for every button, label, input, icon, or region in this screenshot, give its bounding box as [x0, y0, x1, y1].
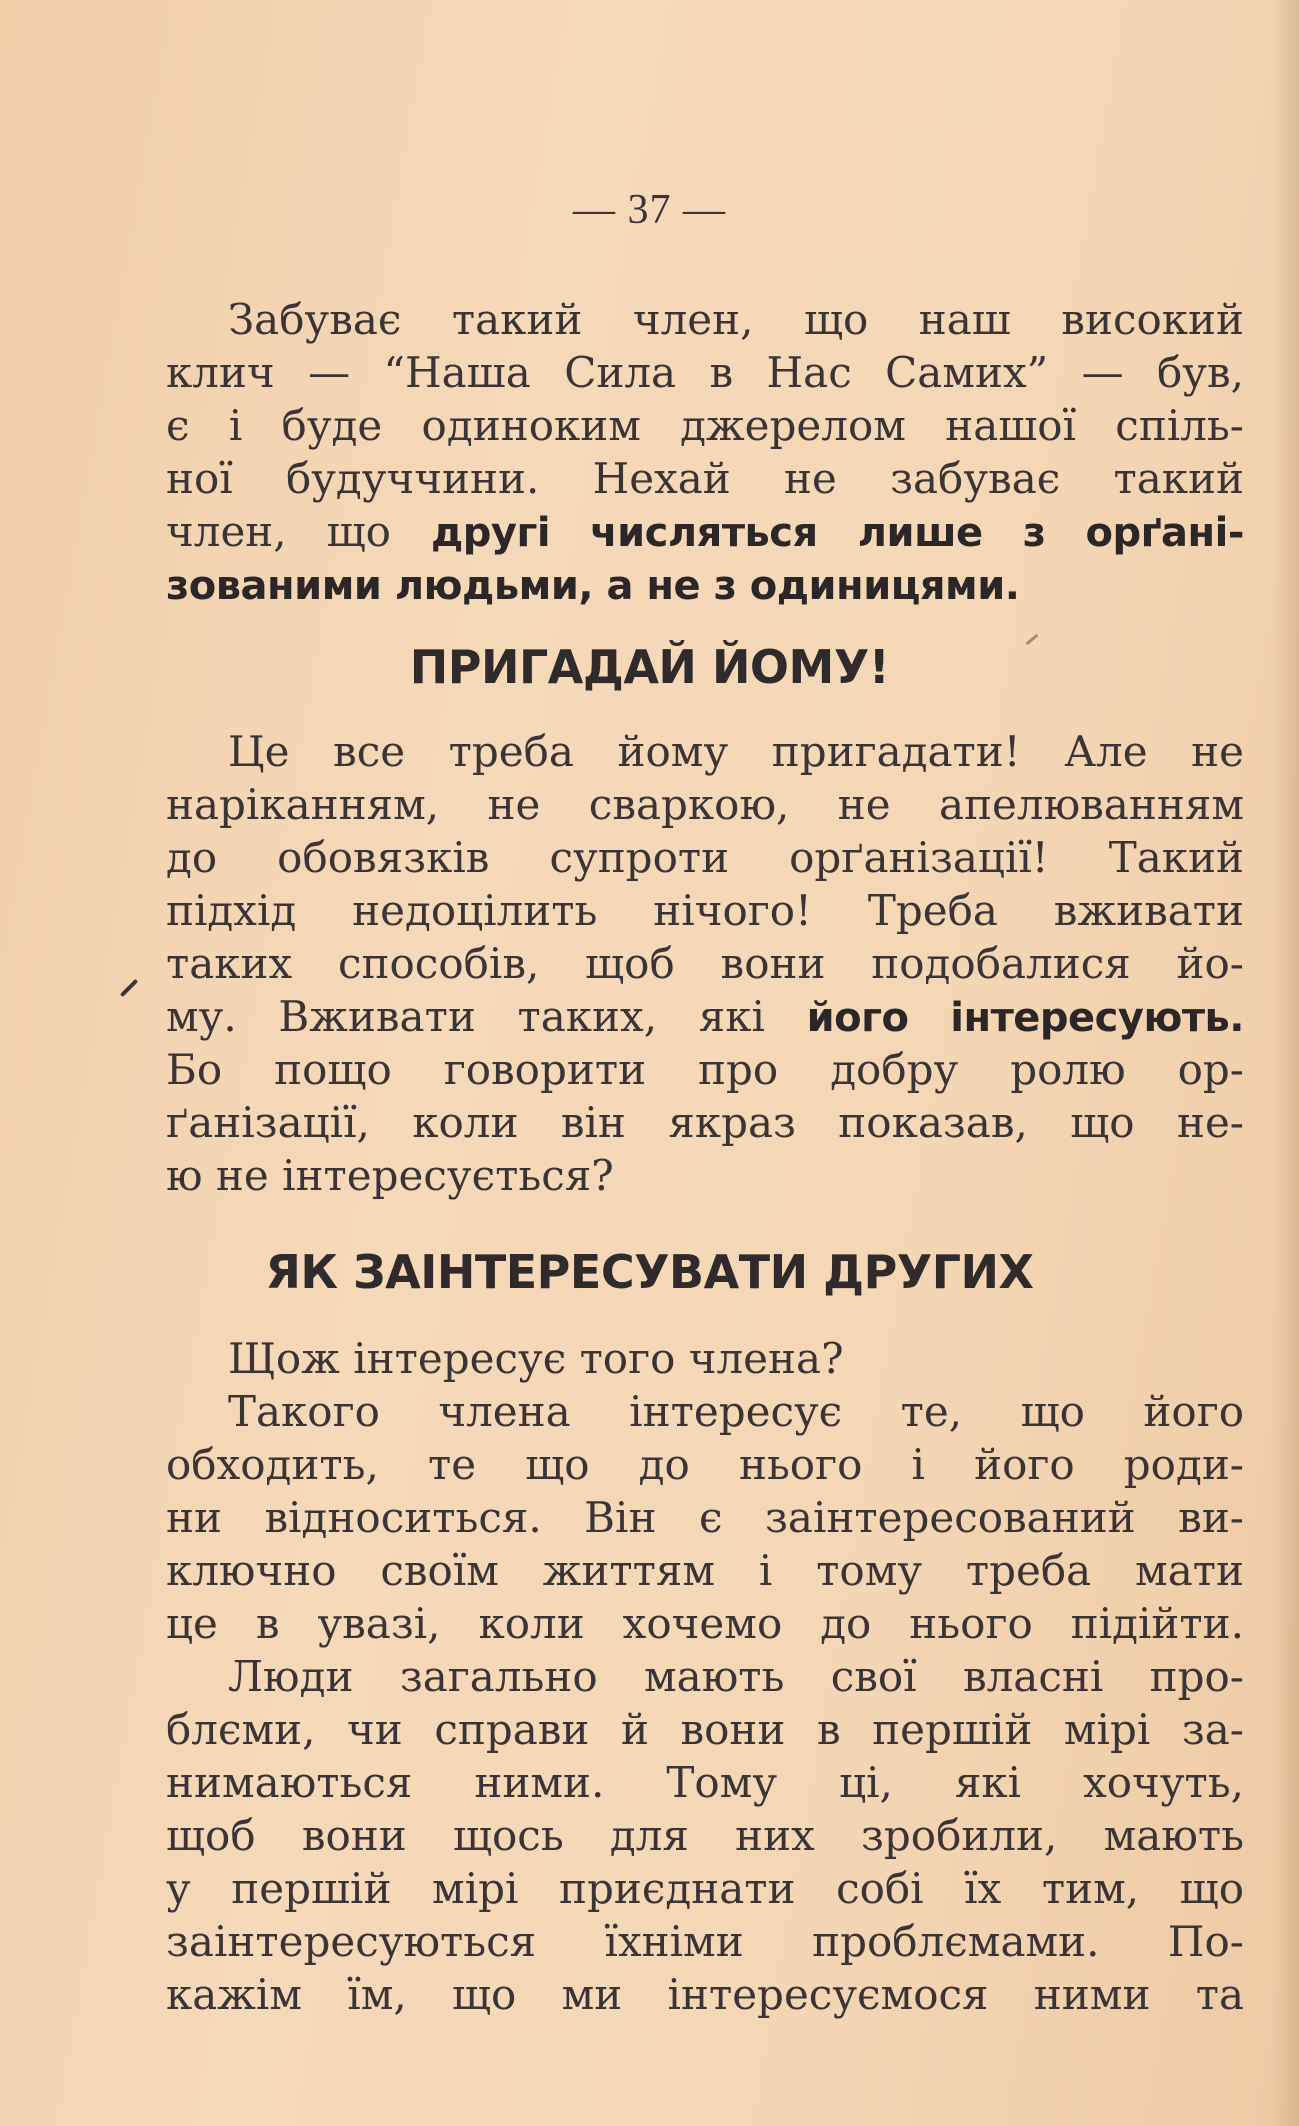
text-line: Щож інтересує того члена? — [228, 1334, 844, 1383]
text-line: у першій мірі приєднати собі їх тим, що — [166, 1864, 1244, 1913]
text-line: до обовязків супроти орґанізації! Такий — [166, 833, 1244, 882]
text-line-mixed — [166, 990, 1244, 1043]
section-heading: ЯК ЗАІНТЕРЕСУВАТИ ДРУГИХ — [265, 1245, 1034, 1299]
bold-text-run: другі числяться лише з орґані- — [430, 510, 1244, 556]
section-heading: ПРИГАДАЙ ЙОМУ! — [409, 640, 890, 694]
text-line: ни відноситься. Він є заінтересований ви- — [166, 1493, 1244, 1542]
paragraph-2 — [166, 725, 1244, 1202]
text-run: член, що — [166, 507, 431, 556]
text-line: є і буде одиноким джерелом нашої спіль- — [166, 401, 1244, 450]
text-line: ю не інтересується? — [166, 1151, 614, 1200]
text-line: Люди загально мають свої власні про- — [228, 1652, 1244, 1701]
paragraph-3 — [166, 1332, 1244, 1385]
paragraph-5 — [166, 1650, 1244, 2021]
text-line: підхід недоцілить нічого! Треба вживати — [166, 886, 1244, 935]
bold-text-run: його інтересують. — [806, 995, 1244, 1041]
text-line: щоб вони щось для них зробили, мають — [166, 1811, 1244, 1860]
page-number: — 37 — — [573, 187, 726, 233]
text-line: Бо пощо говорити про добру ролю ор- — [166, 1045, 1244, 1094]
page-edge-shadow — [1273, 0, 1299, 2126]
text-line: наріканням, не сваркою, не апелюванням — [166, 780, 1244, 829]
text-line: блєми, чи справи й вони в першій мірі за- — [166, 1705, 1244, 1754]
text-line — [166, 558, 1244, 611]
text-line: заінтересуються їхніми проблємами. По- — [166, 1917, 1244, 1966]
text-line: це в увазі, коли хочемо до нього підійти. — [166, 1599, 1244, 1648]
text-line: Такого члена інтересує те, що його — [228, 1387, 1244, 1436]
text-line: обходить, те що до нього і його роди- — [166, 1440, 1244, 1489]
text-line: нимаються ними. Тому ці, які хочуть, — [166, 1758, 1244, 1807]
margin-mark — [120, 979, 138, 997]
text-line: Забуває такий член, що наш високий — [228, 295, 1244, 344]
text-line: ґанізації, коли він якраз показав, що не- — [166, 1098, 1244, 1147]
paragraph-4 — [166, 1385, 1244, 1650]
text-line: Це все треба йому пригадати! Але не — [228, 727, 1244, 776]
paragraph-1 — [166, 293, 1244, 611]
text-line: таких способів, щоб вони подобалися йо- — [166, 939, 1244, 988]
text-line: ної будуччини. Нехай не забуває такий — [166, 454, 1244, 503]
text-run: му. Вживати таких, які — [166, 992, 807, 1041]
text-line: кажім їм, що ми інтересуємося ними та — [166, 1970, 1244, 2019]
text-line: клич — “Наша Сила в Нас Самих” — був, — [166, 348, 1244, 397]
text-line: ключно своїм життям і тому треба мати — [166, 1546, 1244, 1595]
bold-text-run: зованими людьми, а не з одиницями. — [166, 563, 1020, 609]
text-line-mixed — [166, 505, 1244, 558]
